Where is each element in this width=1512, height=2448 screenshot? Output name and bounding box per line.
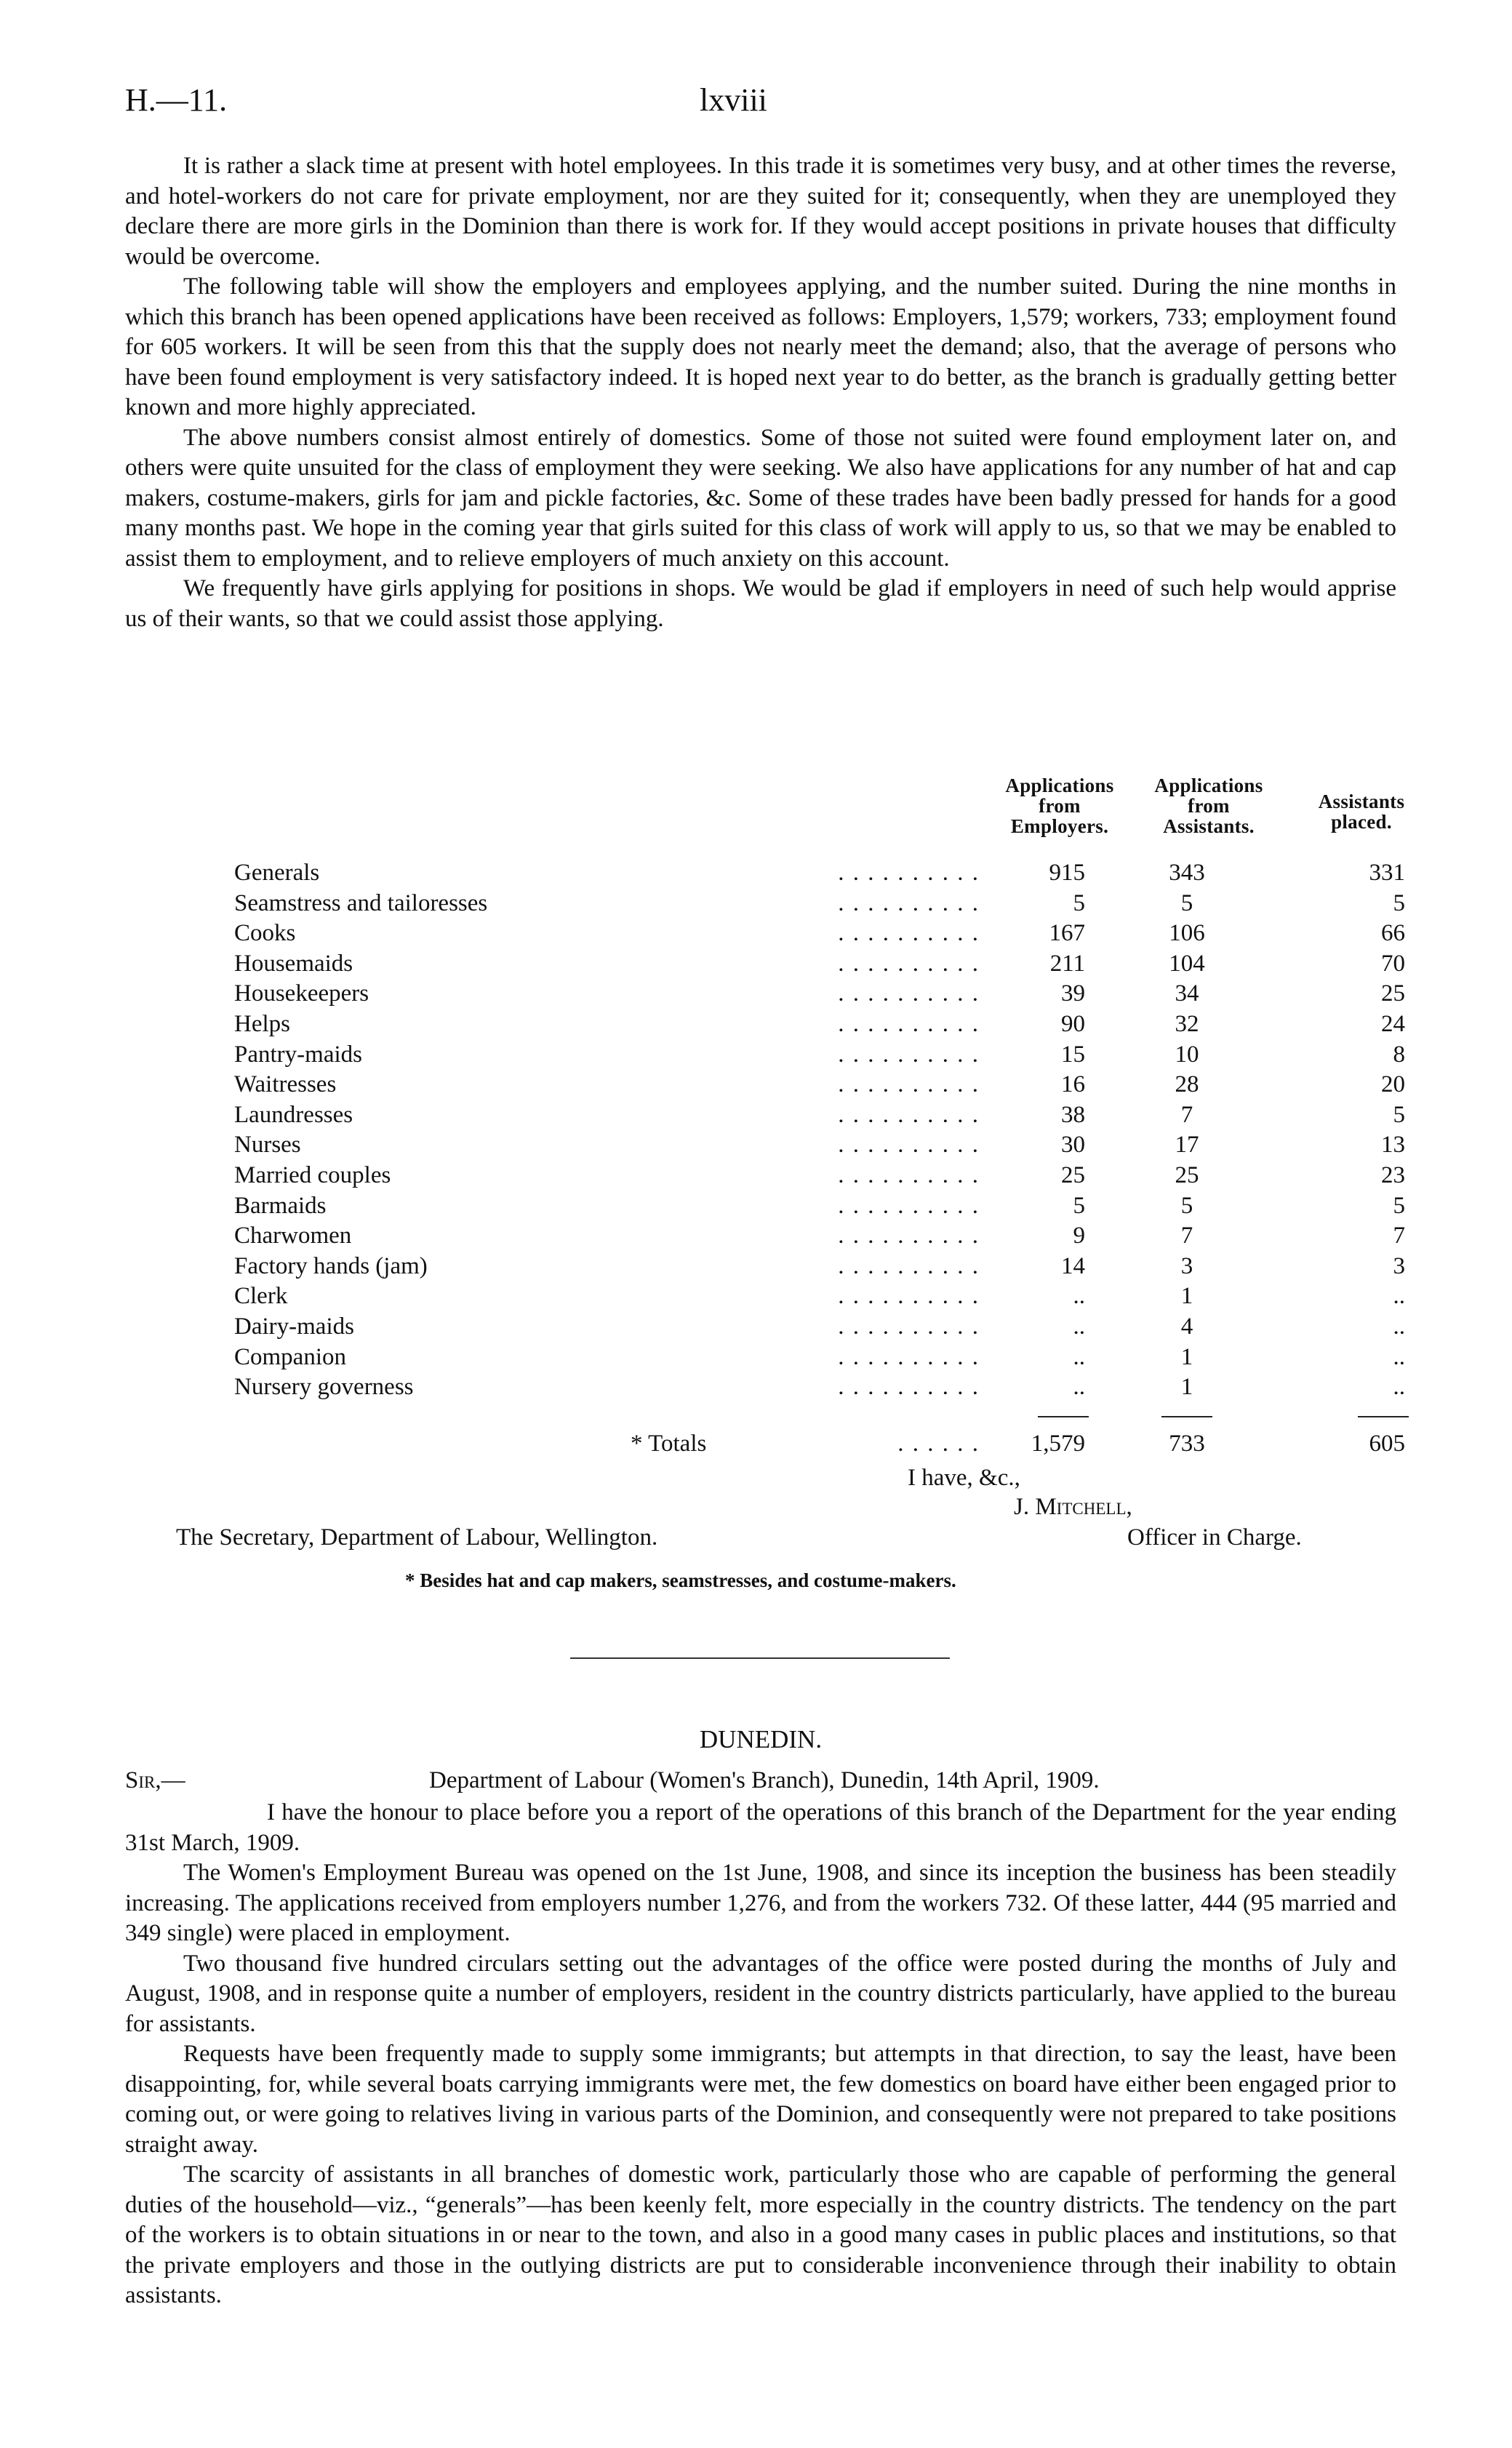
applications-table bbox=[234, 772, 1412, 1459]
table-row bbox=[234, 1343, 1412, 1373]
row-label: Nurses bbox=[234, 1132, 301, 1159]
total-placed: 605 bbox=[1369, 1430, 1405, 1457]
cell-employers: .. bbox=[1073, 1313, 1085, 1340]
document-code: H.—11. bbox=[125, 82, 228, 118]
table-row bbox=[234, 1252, 1412, 1282]
cell-assistants: 17 bbox=[1175, 1132, 1199, 1159]
table-row bbox=[234, 1221, 1412, 1252]
leader-dots: . . . . . . . . . . bbox=[838, 1101, 980, 1128]
leader-dots: . . . . . . . . . . bbox=[838, 1252, 980, 1279]
table-row bbox=[234, 1070, 1412, 1100]
cell-placed: 66 bbox=[1381, 920, 1405, 947]
cell-placed: 3 bbox=[1393, 1252, 1405, 1279]
paragraph: The Women's Employment Bureau was opened on the 1st June, 1908, and since its inception the business has been steadily increasing. The applications received from employers number 1,276, and from the workers 732. Of these latter, 444 (95 married and 349 single) were placed in employment. bbox=[125, 1860, 1396, 1946]
cell-employers: .. bbox=[1073, 1283, 1085, 1310]
header-line: Applications bbox=[1154, 775, 1263, 796]
header-line: Assistants. bbox=[1163, 815, 1255, 837]
section-dunedin bbox=[125, 1798, 1396, 2311]
cell-assistants: 4 bbox=[1180, 1313, 1193, 1340]
leader-dots: . . . . . . . . . . bbox=[838, 920, 980, 947]
table-row bbox=[234, 1100, 1412, 1131]
row-label: Helps bbox=[234, 1010, 290, 1037]
cell-assistants: 106 bbox=[1169, 920, 1205, 947]
row-label: Seamstress and tailoresses bbox=[234, 889, 488, 916]
paragraph: We frequently have girls applying for positions in shops. We would be glad if employers in need of such help would apprise us of their wants, so that we could assist those applying. bbox=[125, 575, 1396, 632]
cell-employers: 9 bbox=[1073, 1223, 1085, 1249]
addressee: The Secretary, Department of Labour, Wellington. bbox=[176, 1524, 658, 1551]
rule-line bbox=[1161, 1416, 1212, 1417]
table-row bbox=[234, 1281, 1412, 1312]
leader-dots: . . . . . . . . . . bbox=[838, 1223, 980, 1249]
signatory-name: J. Mitchell, bbox=[1014, 1494, 1132, 1520]
header-line: from bbox=[1039, 795, 1081, 817]
header-line: from bbox=[1188, 795, 1230, 817]
total-assistants: 733 bbox=[1169, 1430, 1205, 1457]
cell-assistants: 25 bbox=[1175, 1161, 1199, 1188]
table-body bbox=[234, 858, 1412, 1403]
leader-dots: . . . . . . . . . . bbox=[838, 980, 980, 1007]
row-label: Dairy-maids bbox=[234, 1313, 354, 1340]
leader-dots: . . . . . . . . . . bbox=[838, 1010, 980, 1037]
leader-dots: . . . . . . . . . . bbox=[838, 1132, 980, 1159]
cell-employers: 90 bbox=[1061, 1010, 1085, 1037]
cell-assistants: 7 bbox=[1180, 1101, 1193, 1128]
salutation: Sir,— bbox=[125, 1767, 185, 1793]
cell-employers: 915 bbox=[1049, 860, 1085, 886]
header-line: Applications bbox=[1005, 775, 1114, 796]
cell-placed: .. bbox=[1393, 1313, 1405, 1340]
signatory-title: Officer in Charge. bbox=[1127, 1524, 1302, 1551]
leader-dots: . . . . . . . . . . bbox=[838, 950, 980, 977]
table-row bbox=[234, 1040, 1412, 1071]
cell-placed: 20 bbox=[1381, 1071, 1405, 1098]
leader-dots: . . . . . . . . . . bbox=[838, 1041, 980, 1068]
table-row bbox=[234, 1191, 1412, 1222]
cell-placed: 24 bbox=[1381, 1010, 1405, 1037]
leader-dots: . . . . . . . . . . bbox=[838, 1283, 980, 1310]
cell-employers: 16 bbox=[1061, 1071, 1085, 1098]
paragraph: Requests have been frequently made to supply some immigrants; but attempts in that direction, to say the least, have been disappointing, for, while several boats carrying immigrants were met, the few domestics on board have either been engaged prior to coming out, or were going to relatives living in various parts of the Dominion, and consequently were not prepared to take positions straight away. bbox=[125, 2041, 1396, 2158]
footnote: * Besides hat and cap makers, seamstresses, and costume-makers. bbox=[405, 1569, 956, 1591]
closing: I have, &c., bbox=[908, 1465, 1020, 1491]
table-row bbox=[234, 1372, 1412, 1403]
totals-row bbox=[234, 1429, 1412, 1460]
cell-assistants: 34 bbox=[1175, 980, 1199, 1007]
leader-dots: . . . . . . . . . . bbox=[838, 1313, 980, 1340]
row-label: Cooks bbox=[234, 920, 296, 947]
cell-employers: 38 bbox=[1061, 1101, 1085, 1128]
row-label: Married couples bbox=[234, 1161, 391, 1188]
row-label: Waitresses bbox=[234, 1071, 337, 1098]
cell-placed: 70 bbox=[1381, 950, 1405, 977]
cell-assistants: 343 bbox=[1169, 860, 1205, 886]
row-label: Laundresses bbox=[234, 1101, 353, 1128]
row-label: Nursery governess bbox=[234, 1374, 414, 1401]
cell-placed: 13 bbox=[1381, 1132, 1405, 1159]
table-row bbox=[234, 1130, 1412, 1161]
row-label: Factory hands (jam) bbox=[234, 1252, 428, 1279]
cell-assistants: 10 bbox=[1175, 1041, 1199, 1068]
leader-dots: . . . . . . . . . . bbox=[838, 1161, 980, 1188]
cell-placed: 23 bbox=[1381, 1161, 1405, 1188]
column-header-employers bbox=[987, 775, 1132, 836]
section-hotel-employment bbox=[125, 151, 1396, 634]
cell-placed: .. bbox=[1393, 1283, 1405, 1310]
cell-employers: .. bbox=[1073, 1343, 1085, 1370]
dateline: Department of Labour (Women's Branch), Dunedin, 14th April, 1909. bbox=[429, 1767, 1100, 1793]
cell-placed: 8 bbox=[1393, 1041, 1405, 1068]
cell-employers: 30 bbox=[1061, 1132, 1085, 1159]
cell-assistants: 28 bbox=[1175, 1071, 1199, 1098]
paragraph: The scarcity of assistants in all branches of domestic work, particularly those who are capable of performing the general duties of the household—viz., “generals”—has been keenly felt, more especially in the country districts. The tendency on the part of the workers is to obtain situations in or near to the town, and also in a good many cases in public places and institutions, so that the private employers and those in the outlying districts are put to considerable inconvenience through their inability to obtain assistants. bbox=[125, 2161, 1396, 2308]
cell-employers: 39 bbox=[1061, 980, 1085, 1007]
row-label: Housekeepers bbox=[234, 980, 369, 1007]
cell-employers: 14 bbox=[1061, 1252, 1085, 1279]
cell-assistants: 5 bbox=[1180, 889, 1193, 916]
row-label: Charwomen bbox=[234, 1223, 352, 1249]
cell-assistants: 1 bbox=[1180, 1283, 1193, 1310]
rule-line bbox=[1038, 1416, 1089, 1417]
cell-employers: 5 bbox=[1073, 889, 1085, 916]
row-label: Pantry-maids bbox=[234, 1041, 362, 1068]
row-label: Companion bbox=[234, 1343, 346, 1370]
cell-placed: .. bbox=[1393, 1374, 1405, 1401]
paragraph: I have the honour to place before you a report of the operations of this branch of the Department for the year ending 31st March, 1909. bbox=[125, 1799, 1396, 1856]
table-row bbox=[234, 949, 1412, 980]
paragraph: It is rather a slack time at present with hotel employees. In this trade it is sometimes very busy, and at other times the reverse, and hotel-workers do not care for private employment, nor are they suited for it; consequently, when they are unemployed they declare there are more girls in the Dominion than there is work for. If they would accept positions in private houses that difficulty would be overcome. bbox=[125, 153, 1396, 270]
leader-dots: . . . . . . . . . . bbox=[838, 889, 980, 916]
cell-assistants: 3 bbox=[1180, 1252, 1193, 1279]
cell-assistants: 7 bbox=[1180, 1223, 1193, 1249]
cell-assistants: 1 bbox=[1180, 1374, 1193, 1401]
row-label: Generals bbox=[234, 860, 320, 886]
section-title: DUNEDIN. bbox=[699, 1725, 823, 1753]
cell-employers: 211 bbox=[1049, 950, 1085, 977]
paragraph: The above numbers consist almost entirely of domestics. Some of those not suited were found employment later on, and others were quite unsuited for the class of employment they were seeking. We also have applications for any number of hat and cap makers, costume-makers, girls for jam and pickle factories, &c. Some of these trades have been badly pressed for hands for a good many months past. We hope in the coming year that girls suited for this class of work will apply to us, so that we may be enabled to assist them to employment, and to relieve employers of much anxiety on this account. bbox=[125, 424, 1396, 572]
table-row bbox=[234, 858, 1412, 889]
cell-assistants: 1 bbox=[1180, 1343, 1193, 1370]
cell-placed: 5 bbox=[1393, 1192, 1405, 1219]
cell-employers: 15 bbox=[1061, 1041, 1085, 1068]
total-rules bbox=[234, 1403, 1412, 1429]
leader-dots: . . . . . . . . . . bbox=[838, 1374, 980, 1401]
cell-placed: 331 bbox=[1369, 860, 1405, 886]
paragraph: The following table will show the employers and employees applying, and the number suited. During the nine months in which this branch has been opened applications have been received as follows: Employers, 1,579; workers, 733; employment found for 605 workers. It will be seen from this that the supply does not nearly meet the demand; also, that the average of persons who have been found employment is very satisfactory indeed. It is hoped next year to do better, as the branch is gradually getting better known and more highly appreciated. bbox=[125, 273, 1396, 420]
header-line: placed. bbox=[1331, 811, 1392, 833]
column-header-assistants bbox=[1136, 775, 1281, 836]
rule-line bbox=[1358, 1416, 1409, 1417]
cell-placed: 25 bbox=[1381, 980, 1405, 1007]
section-divider bbox=[570, 1657, 950, 1659]
cell-assistants: 32 bbox=[1175, 1010, 1199, 1037]
leader-dots: . . . . . . . . . . bbox=[838, 1071, 980, 1098]
cell-employers: 167 bbox=[1049, 920, 1085, 947]
cell-employers: 25 bbox=[1061, 1161, 1085, 1188]
cell-employers: 5 bbox=[1073, 1192, 1085, 1219]
table-row bbox=[234, 889, 1412, 919]
cell-assistants: 5 bbox=[1180, 1192, 1193, 1219]
total-employers: 1,579 bbox=[1031, 1430, 1085, 1457]
leader-dots: . . . . . . . . . . bbox=[838, 860, 980, 886]
leader-dots: . . . . . . bbox=[897, 1430, 980, 1457]
table-row bbox=[234, 919, 1412, 949]
leader-dots: . . . . . . . . . . bbox=[838, 1343, 980, 1370]
cell-placed: 5 bbox=[1393, 889, 1405, 916]
cell-placed: 7 bbox=[1393, 1223, 1405, 1249]
table-row bbox=[234, 1161, 1412, 1191]
running-head bbox=[125, 81, 1396, 125]
cell-employers: .. bbox=[1073, 1374, 1085, 1401]
header-line: Employers. bbox=[1010, 815, 1109, 837]
cell-placed: 5 bbox=[1393, 1101, 1405, 1128]
row-label: Clerk bbox=[234, 1283, 288, 1310]
header-line: Assistants bbox=[1318, 791, 1405, 812]
table-header bbox=[234, 772, 1412, 858]
column-header-placed bbox=[1289, 791, 1434, 832]
table-row bbox=[234, 1312, 1412, 1343]
row-label: Housemaids bbox=[234, 950, 353, 977]
table-row bbox=[234, 1009, 1412, 1040]
leader-dots: . . . . . . . . . . bbox=[838, 1192, 980, 1219]
table-row bbox=[234, 979, 1412, 1009]
page-number: lxviii bbox=[700, 82, 767, 118]
row-label: Barmaids bbox=[234, 1192, 327, 1219]
paragraph: Two thousand five hundred circulars setting out the advantages of the office were posted during the months of July and August, 1908, and in response quite a number of employers, resident in the country districts particularly, have applied to the bureau for assistants. bbox=[125, 1950, 1396, 2037]
totals-label: * Totals bbox=[631, 1430, 707, 1457]
cell-assistants: 104 bbox=[1169, 950, 1205, 977]
cell-placed: .. bbox=[1393, 1343, 1405, 1370]
